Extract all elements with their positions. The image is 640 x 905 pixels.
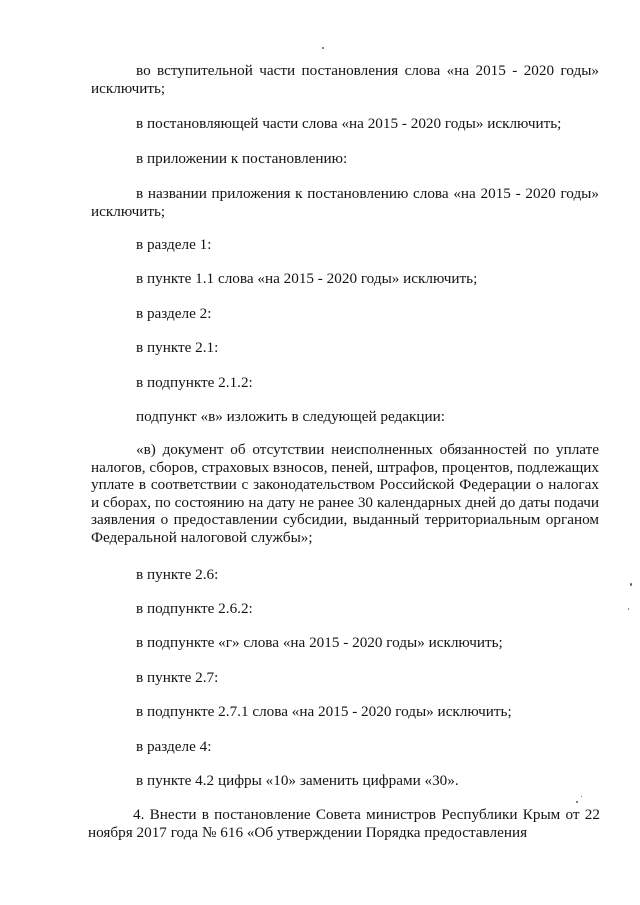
scan-speck: [628, 608, 629, 610]
paragraph-subclause-2-1-2: в подпункте 2.1.2:: [136, 374, 253, 391]
paragraph-clause-2-7: в пункте 2.7:: [136, 669, 219, 686]
paragraph-section-1: в разделе 1:: [136, 236, 212, 253]
scan-speck: [322, 47, 324, 49]
paragraph-item-4: 4. Внести в постановление Совета министров Республики Крым от 22 ноября 2017 года № 616 «Об утверждении Порядка предоставления: [88, 806, 600, 841]
paragraph-clause-4-2: в пункте 4.2 цифры «10» заменить цифрами «30».: [136, 772, 459, 789]
paragraph-subclause-g: в подпункте «г» слова «на 2015 - 2020 годы» исключить;: [136, 634, 503, 651]
scan-speck: [576, 801, 578, 803]
scan-speck: [581, 796, 582, 797]
paragraph-subclause-v: подпункт «в» изложить в следующей редакции:: [136, 408, 445, 425]
paragraph-subclause-2-6-2: в подпункте 2.6.2:: [136, 600, 253, 617]
paragraph-section-4: в разделе 4:: [136, 738, 212, 755]
paragraph-clause-2-1: в пункте 2.1:: [136, 339, 219, 356]
paragraph-section-2: в разделе 2:: [136, 305, 212, 322]
scan-speck: [630, 583, 632, 586]
paragraph-quoted-text: «в) документ об отсутствии неисполненных обязанностей по уплате налогов, сборов, страховых взносов, пеней, штрафов, процентов, подлежащих уплате в соответствии с законодательством Российской Федерации о налогах и сборах, по состоянию на дату не ранее 30 календарных дней до даты подачи заявления о предоставлении субсидии, выданный территориальным органом Федеральной налоговой службы»;: [91, 441, 599, 546]
paragraph-appendix: в приложении к постановлению:: [136, 150, 348, 167]
paragraph-operative-part: в постановляющей части слова «на 2015 - 2020 годы» исключить;: [136, 115, 562, 132]
paragraph-clause-1-1: в пункте 1.1 слова «на 2015 - 2020 годы» исключить;: [136, 270, 478, 287]
paragraph-subclause-2-7-1: в подпункте 2.7.1 слова «на 2015 - 2020 годы» исключить;: [136, 703, 512, 720]
paragraph-clause-2-6: в пункте 2.6:: [136, 566, 219, 583]
paragraph-appendix-title: в названии приложения к постановлению слова «на 2015 - 2020 годы» исключить;: [91, 185, 599, 220]
paragraph-intro-part: во вступительной части постановления слова «на 2015 - 2020 годы» исключить;: [91, 62, 599, 97]
